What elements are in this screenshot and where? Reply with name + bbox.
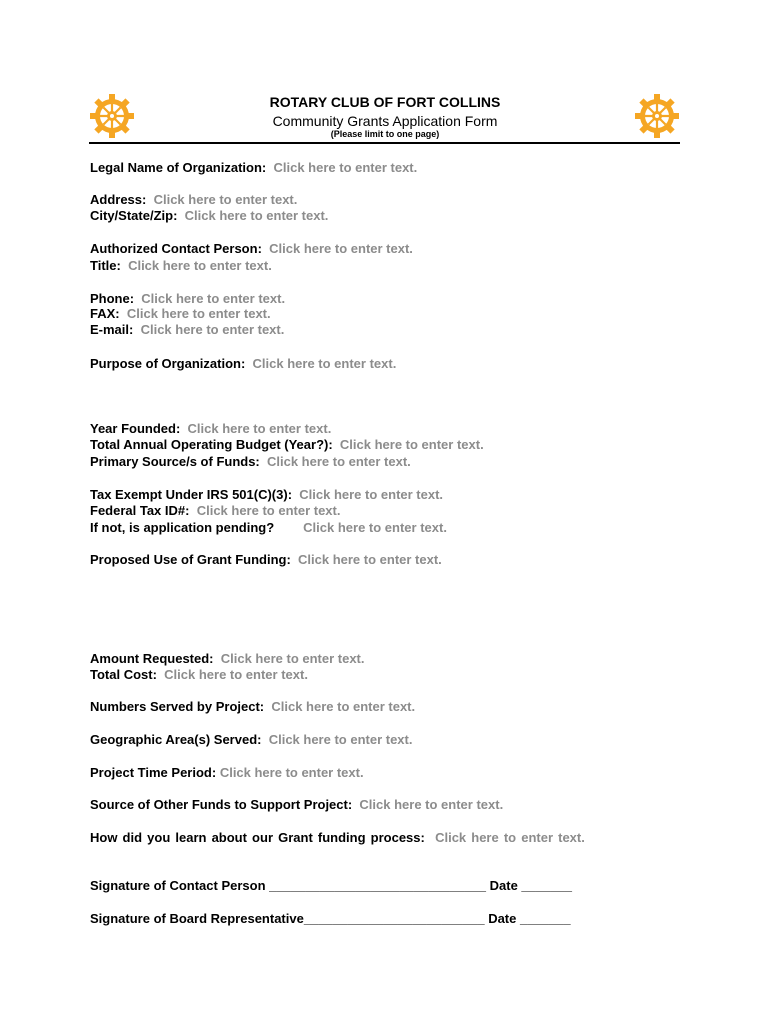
input-year[interactable]: Click here to enter text. [187, 421, 332, 436]
input-budget[interactable]: Click here to enter text. [339, 437, 484, 452]
label-total-cost: Total Cost: [90, 667, 157, 682]
label-legal-name: Legal Name of Organization: [90, 160, 267, 175]
input-tax-exempt[interactable]: Click here to enter text. [299, 487, 444, 502]
header-divider [89, 142, 680, 144]
label-other-funds: Source of Other Funds to Support Project: [90, 797, 353, 812]
field-pending [90, 520, 447, 536]
field-legal-name [90, 160, 417, 176]
input-other-funds[interactable]: Click here to enter text. [359, 797, 504, 812]
input-federal-id[interactable]: Click here to enter text. [196, 503, 341, 518]
field-amount [90, 651, 365, 667]
label-budget: Total Annual Operating Budget (Year?): [90, 437, 333, 452]
form-title: ROTARY CLUB OF FORT COLLINS [269, 94, 501, 110]
label-federal-id: Federal Tax ID#: [90, 503, 190, 518]
input-total-cost[interactable]: Click here to enter text. [164, 667, 308, 682]
label-address: Address: [90, 192, 147, 207]
label-city: City/State/Zip: [90, 208, 178, 223]
field-numbers-served [90, 699, 415, 715]
label-fax: FAX: [90, 306, 120, 321]
label-pending: If not, is application pending? [90, 520, 275, 535]
input-sources[interactable]: Click here to enter text. [267, 454, 411, 469]
field-city [90, 208, 328, 224]
label-year: Year Founded: [90, 421, 181, 436]
field-title [90, 258, 272, 274]
input-learn[interactable]: Click here to enter text. [435, 830, 585, 845]
input-title[interactable]: Click here to enter text. [128, 258, 272, 273]
field-budget [90, 437, 484, 453]
input-proposed-use[interactable]: Click here to enter text. [298, 552, 442, 567]
field-time-period [90, 765, 364, 781]
field-learn [90, 830, 585, 846]
input-phone[interactable]: Click here to enter text. [141, 291, 286, 306]
label-contact: Authorized Contact Person: [90, 241, 262, 256]
label-phone: Phone: [90, 291, 135, 306]
field-email [90, 322, 284, 338]
input-purpose[interactable]: Click here to enter text. [252, 356, 397, 371]
field-tax-exempt [90, 487, 443, 503]
input-pending[interactable]: Click here to enter text. [303, 520, 447, 535]
label-email: E-mail: [90, 322, 134, 337]
input-fax[interactable]: Click here to enter text. [126, 306, 271, 321]
label-time-period: Project Time Period: [90, 765, 217, 780]
label-geographic-area: Geographic Area(s) Served: [90, 732, 262, 747]
input-email[interactable]: Click here to enter text. [140, 322, 285, 337]
input-time-period[interactable]: Click here to enter text. [219, 765, 364, 780]
input-address[interactable]: Click here to enter text. [153, 192, 298, 207]
form-subtitle: Community Grants Application Form [272, 113, 498, 129]
field-year [90, 421, 331, 437]
label-learn: How did you learn about our Grant funding process: [90, 830, 425, 845]
signature-contact-line[interactable]: Signature of Contact Person ______________________________ Date _______ [90, 878, 573, 893]
input-legal-name[interactable]: Click here to enter text. [273, 160, 418, 175]
label-tax-exempt: Tax Exempt Under IRS 501(C)(3): [90, 487, 293, 502]
input-amount[interactable]: Click here to enter text. [220, 651, 365, 666]
field-total-cost [90, 667, 308, 683]
field-address [90, 192, 297, 208]
input-city[interactable]: Click here to enter text. [184, 208, 329, 223]
field-other-funds [90, 797, 503, 813]
field-phone [90, 291, 285, 307]
form-note: (Please limit to one page) [330, 129, 440, 139]
input-geographic-area[interactable]: Click here to enter text. [268, 732, 413, 747]
input-numbers-served[interactable]: Click here to enter text. [271, 699, 416, 714]
field-purpose [90, 356, 396, 372]
label-amount: Amount Requested: [90, 651, 214, 666]
input-contact[interactable]: Click here to enter text. [269, 241, 413, 256]
label-purpose: Purpose of Organization: [90, 356, 246, 371]
field-federal-id [90, 503, 340, 519]
field-sources [90, 454, 411, 470]
field-fax [90, 306, 271, 322]
signature-board-line[interactable]: Signature of Board Representative_________________________ Date _______ [90, 911, 571, 926]
field-proposed-use [90, 552, 442, 568]
label-sources: Primary Source/s of Funds: [90, 454, 260, 469]
label-proposed-use: Proposed Use of Grant Funding: [90, 552, 291, 567]
label-numbers-served: Numbers Served by Project: [90, 699, 265, 714]
field-geographic-area [90, 732, 412, 748]
label-title: Title: [90, 258, 121, 273]
field-contact [90, 241, 413, 257]
